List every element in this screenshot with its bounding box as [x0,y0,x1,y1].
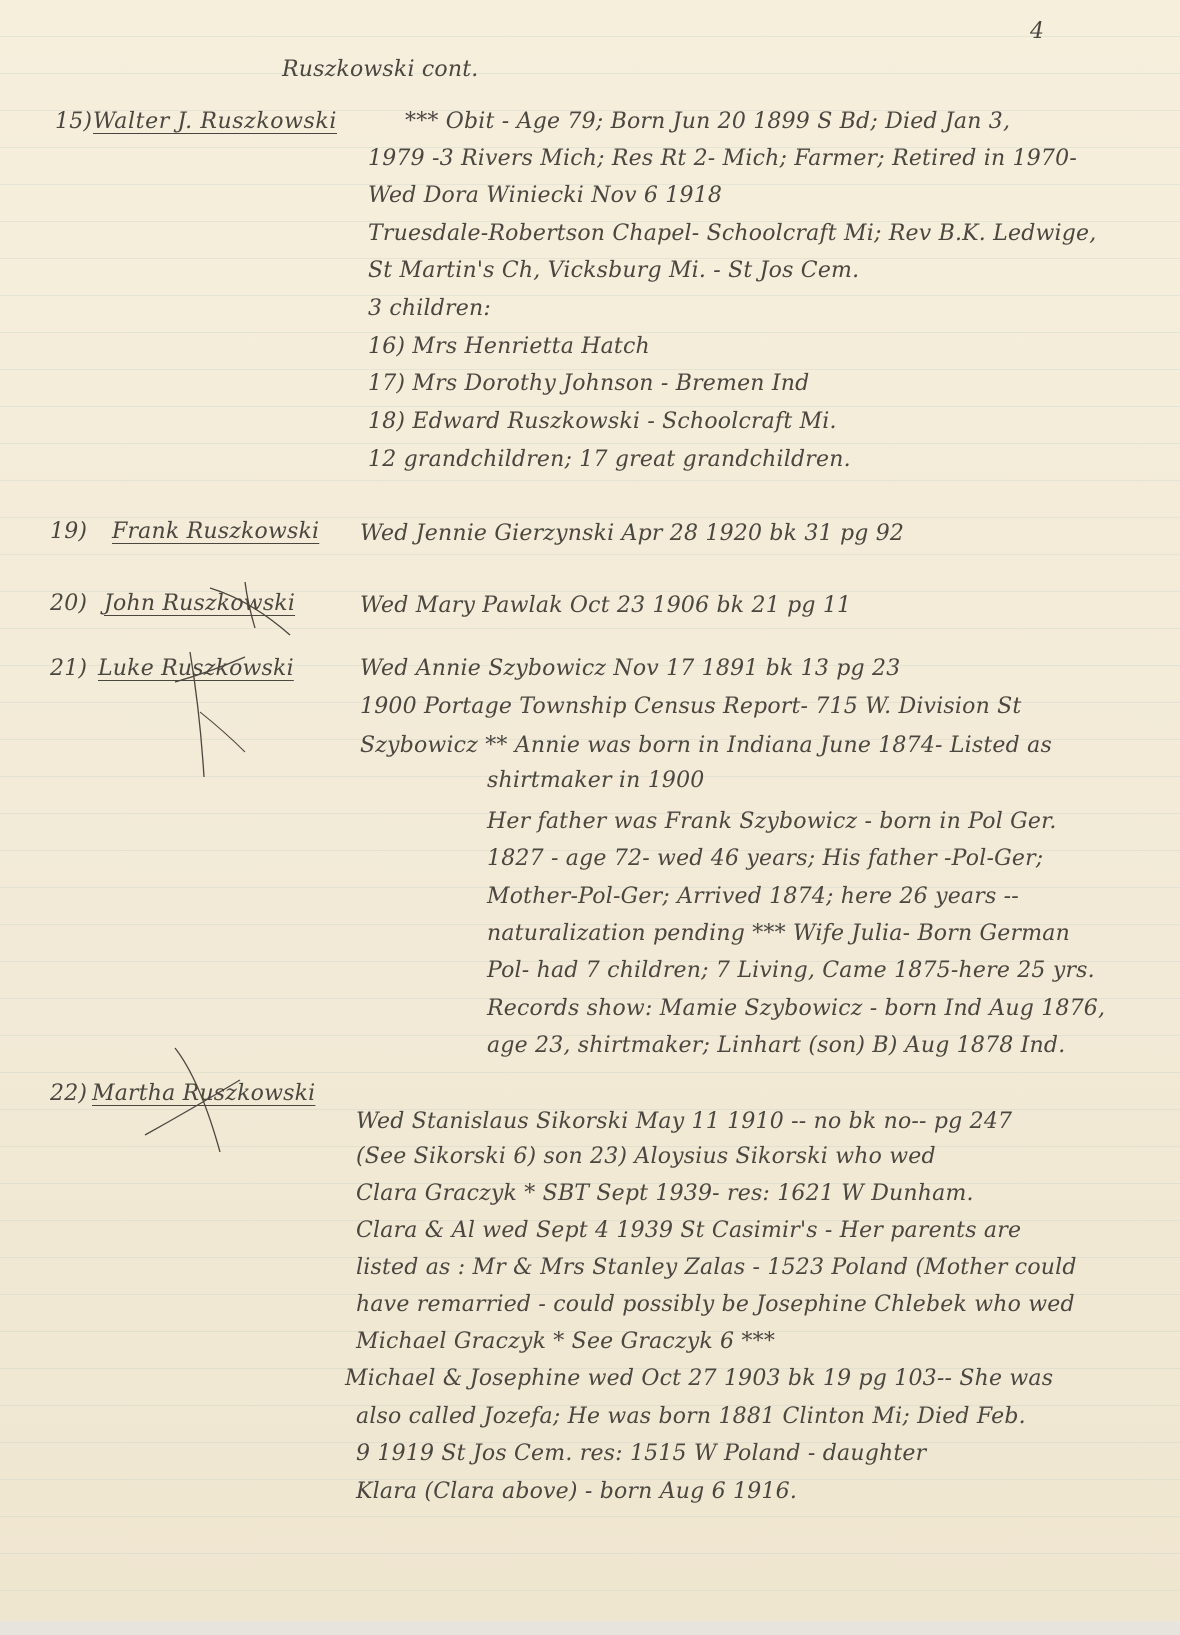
entry-line: 18) Edward Ruszkowski - Schoolcraft Mi. [368,409,837,434]
entry-line: Her father was Frank Szybowicz - born in Pol Ger. [487,809,1057,834]
entry-line: Wed Mary Pawlak Oct 23 1906 bk 21 pg 11 [360,593,852,618]
entry-line: Clara Graczyk * SBT Sept 1939- res: 1621 W Dunham. [356,1181,974,1206]
entry-line: Truesdale-Robertson Chapel- Schoolcraft Mi; Rev B.K. Ledwige, [368,221,1097,246]
entry-line: shirtmaker in 1900 [487,768,705,793]
entry-number: 19) [50,519,88,544]
entry-line: also called Jozefa; He was born 1881 Clinton Mi; Died Feb. [356,1404,1026,1429]
entry-line: Mother-Pol-Ger; Arrived 1874; here 26 years -- [487,884,1019,909]
entry-line: Klara (Clara above) - born Aug 6 1916. [356,1479,798,1504]
entry-line: naturalization pending *** Wife Julia- Born German [487,921,1070,946]
entry-line: Szybowicz ** Annie was born in Indiana June 1874- Listed as [360,733,1052,758]
page-number: 4 [1030,19,1045,44]
entry-line: Clara & Al wed Sept 4 1939 St Casimir's - Her parents are [356,1218,1022,1243]
bottom-edge [0,1621,1180,1635]
entry-name: Walter J. Ruszkowski [93,109,337,134]
entry-line: 9 1919 St Jos Cem. res: 1515 W Poland - daughter [356,1441,927,1466]
entry-number: 20) [50,591,88,616]
entry-line: Michael & Josephine wed Oct 27 1903 bk 19 pg 103-- She was [345,1366,1054,1391]
entry-line: Records show: Mamie Szybowicz - born Ind Aug 1876, [487,996,1106,1021]
entry-line: Michael Graczyk * See Graczyk 6 *** [356,1329,776,1354]
entry-line: 1979 -3 Rivers Mich; Res Rt 2- Mich; Farmer; Retired in 1970- [368,146,1077,171]
page-heading: Ruszkowski cont. [282,57,479,82]
entry-name: Luke Ruszkowski [98,656,294,681]
cross-mark [200,580,310,640]
entry-line: 17) Mrs Dorothy Johnson - Bremen Ind [368,371,810,396]
entry-line: Wed Jennie Gierzynski Apr 28 1920 bk 31 pg 92 [360,521,905,546]
entry-name: Frank Ruszkowski [112,519,320,544]
entry-line: 1827 - age 72- wed 46 years; His father -Pol-Ger; [487,846,1044,871]
entry-number: 21) [50,656,88,681]
entry-line: listed as : Mr & Mrs Stanley Zalas - 1523 Poland (Mother could [356,1255,1077,1280]
cross-mark [170,642,260,782]
entry-name: Martha Ruszkowski [92,1081,316,1106]
cross-mark [140,1040,260,1160]
entry-line: Wed Annie Szybowicz Nov 17 1891 bk 13 pg 23 [360,656,901,681]
entry-line: 16) Mrs Henrietta Hatch [368,334,650,359]
entry-line: (See Sikorski 6) son 23) Aloysius Sikorski who wed [356,1144,936,1169]
entry-number: 15) [55,109,93,134]
entry-name: John Ruszkowski [104,591,296,616]
entry-line: *** Obit - Age 79; Born Jun 20 1899 S Bd; Died Jan 3, [405,109,1011,134]
entry-number: 22) [50,1081,88,1106]
entry-line: have remarried - could possibly be Josephine Chlebek who wed [356,1292,1075,1317]
entry-line: age 23, shirtmaker; Linhart (son) B) Aug 1878 Ind. [487,1033,1066,1058]
entry-line: 1900 Portage Township Census Report- 715 W. Division St [360,694,1022,719]
entry-line: Wed Stanislaus Sikorski May 11 1910 -- no bk no-- pg 247 [356,1109,1013,1134]
entry-line: 12 grandchildren; 17 great grandchildren. [368,447,851,472]
entry-line: 3 children: [368,296,491,321]
entry-line: St Martin's Ch, Vicksburg Mi. - St Jos Cem. [368,258,860,283]
entry-line: Pol- had 7 children; 7 Living, Came 1875-here 25 yrs. [487,958,1095,983]
entry-line: Wed Dora Winiecki Nov 6 1918 [368,183,723,208]
